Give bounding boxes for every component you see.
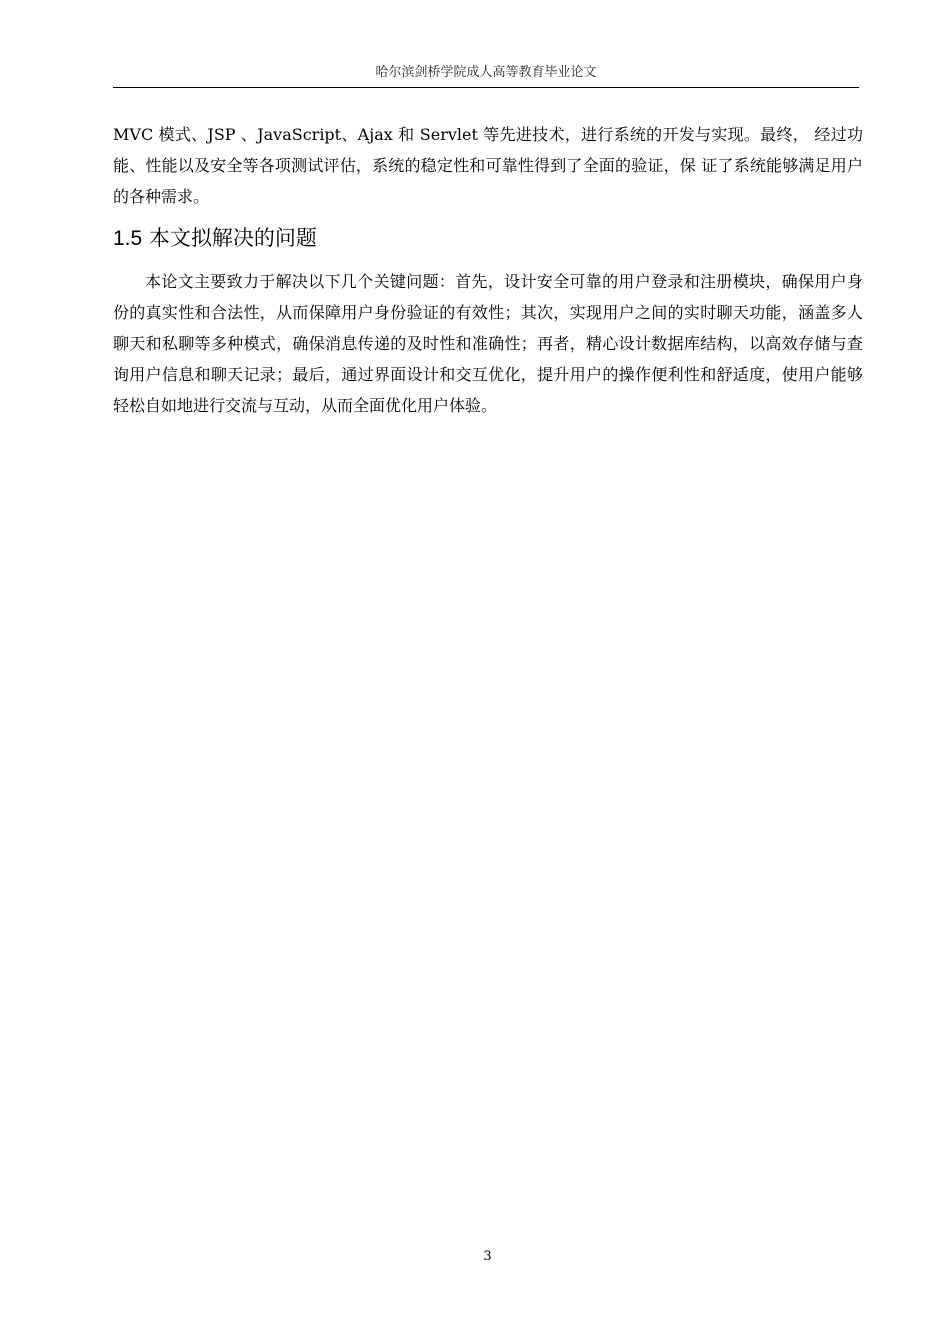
header-divider (113, 87, 859, 88)
section-paragraph: 本论文主要致力于解决以下几个关键问题：首先，设计安全可靠的用户登录和注册模块，确保用户身份的真实性和合法性，从而保障用户身份验证的有效性；其次，实现用户之间的实时聊天功能，涵盖多人聊天和私聊等多种模式，确保消息传递的及时性和准确性；再者，精心设计数据库结构，以高效存储与查询用户信息和聊天记录；最后，通过界面设计和交互优化，提升用户的操作便利性和舒适度，使用户能够轻松自如地进行交流与互动，从而全面优化用户体验。 (113, 272, 863, 415)
page-number: 3 (483, 1249, 492, 1264)
section-number: 1.5 (113, 227, 143, 250)
page-header: 哈尔滨剑桥学院成人高等教育毕业论文 (375, 65, 597, 80)
section-title: 本文拟解决的问题 (148, 226, 317, 250)
section-heading (113, 222, 317, 255)
continued-paragraph: MVC 模式、JSP 、JavaScript、Ajax 和 Servlet 等先进技术，进行系统的开发与实现。最终， 经过功能、性能以及安全等各项测试评估，系统的稳定性和可靠性得到了全面的验证，保 证了系统能够满足用户的各种需求。 (113, 125, 863, 206)
